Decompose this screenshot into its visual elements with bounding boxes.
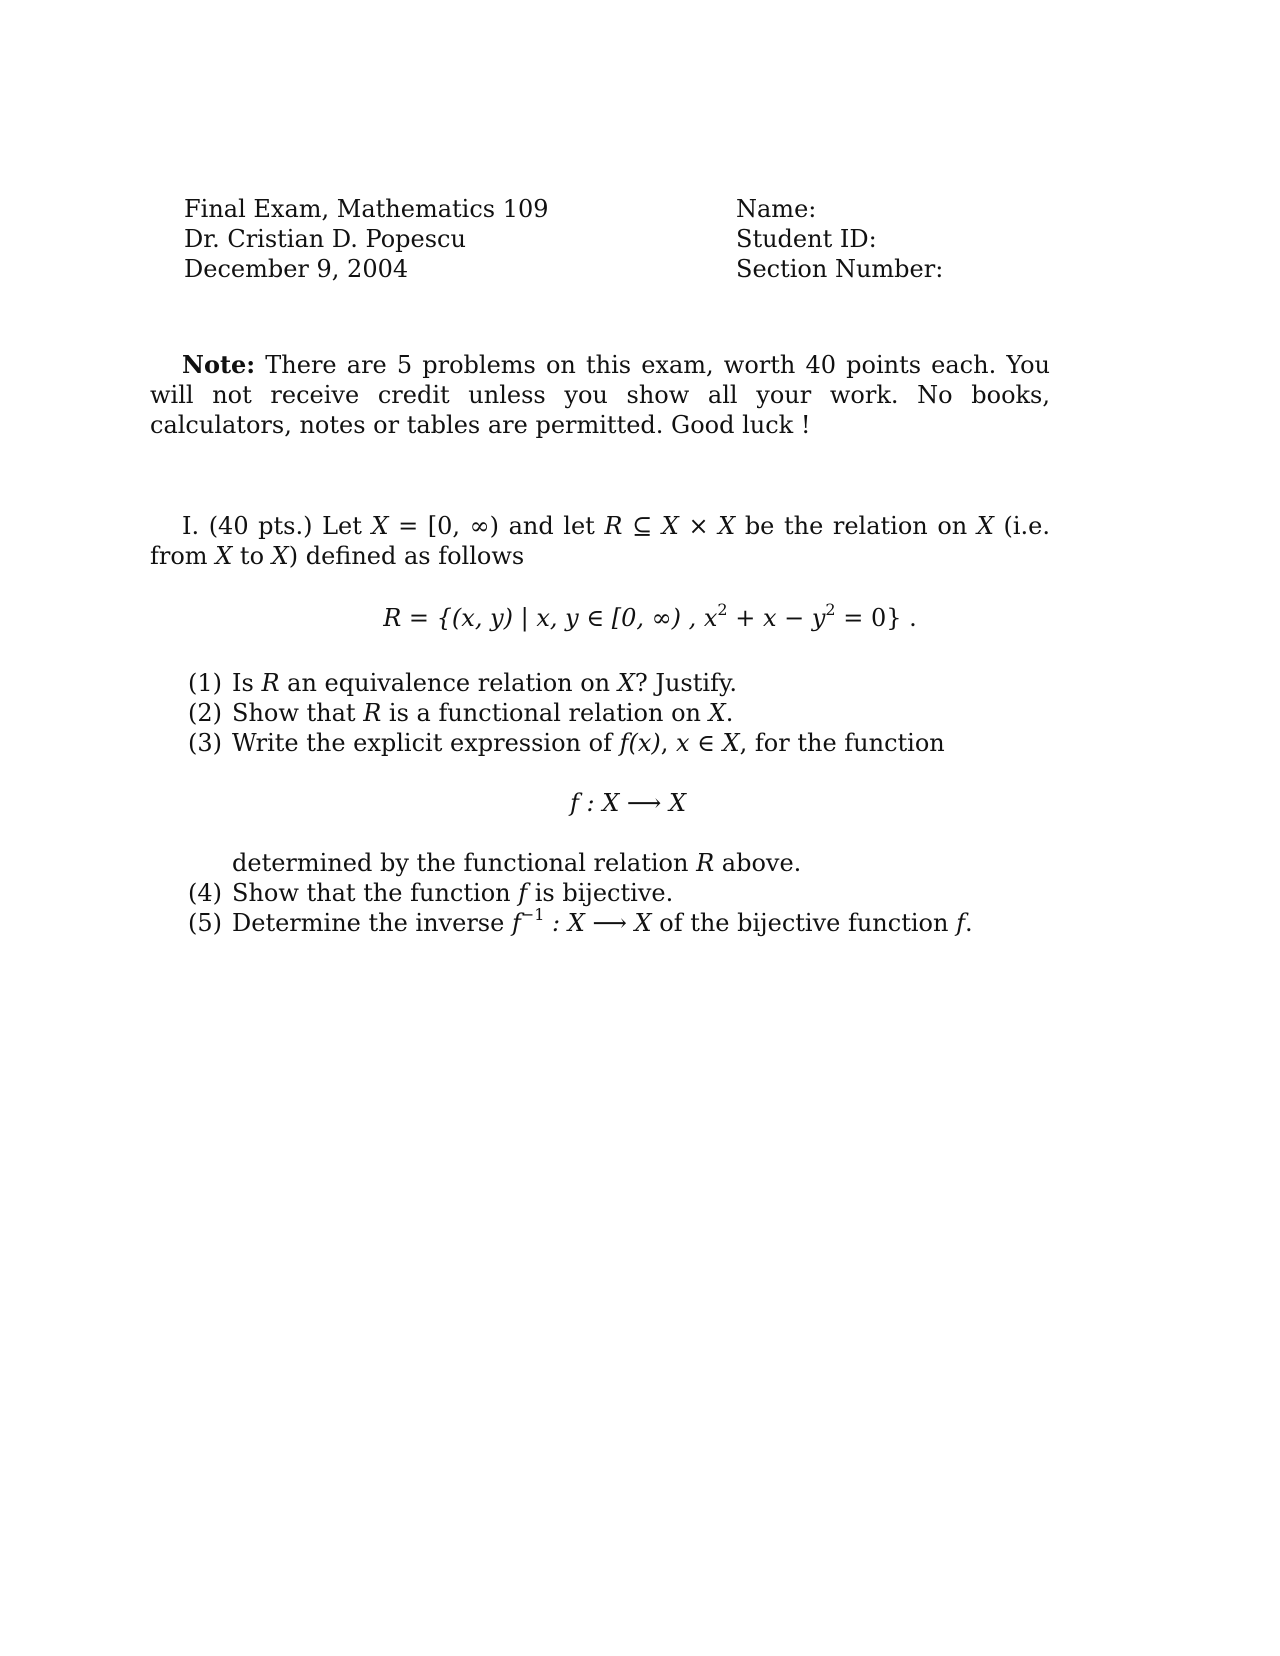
course-info — [184, 194, 724, 284]
text: to — [232, 542, 272, 570]
exam-date: December 9, 2004 — [184, 255, 409, 283]
math-var: R — [261, 669, 280, 697]
eq-part: f : X ⟶ X — [569, 789, 687, 817]
math-op: ⊆ — [622, 512, 662, 540]
text: Is — [232, 669, 262, 697]
eq-part: = 0} . — [835, 604, 917, 632]
text: determined by the functional relation — [232, 849, 697, 877]
eq-part: R = {(x, y) | x, y ∈ [0, ∞) , x — [383, 604, 718, 632]
item-number: (1) — [188, 669, 222, 697]
text: Write the explicit expression of — [232, 729, 620, 757]
math-var: f — [518, 879, 528, 907]
problem-1-part-5 — [188, 905, 1088, 938]
item-number: (2) — [188, 699, 222, 727]
exponent: −1 — [520, 905, 545, 924]
eq-part: + x − y — [727, 604, 826, 632]
math-var: R — [363, 699, 382, 727]
math-var: f — [511, 909, 521, 937]
math-var: X — [976, 512, 994, 540]
math-var: X — [708, 699, 726, 727]
note-text: There are 5 problems on this exam, worth 40 points each. You will not receive credit unless you show all your work. No books, calculators, notes or tables are permitted. Good luck ! — [150, 351, 1050, 439]
math-var: X — [271, 542, 289, 570]
math-var: X — [661, 512, 679, 540]
math-interval: = [0, ∞) — [388, 512, 499, 540]
item-number: (3) — [188, 729, 222, 757]
section-number-field-label: Section Number: — [736, 255, 944, 283]
instructor-name: Dr. Cristian D. Popescu — [184, 225, 466, 253]
item-number: (5) — [188, 909, 222, 937]
exam-title: Final Exam, Mathematics 109 — [184, 195, 549, 223]
text: above. — [714, 849, 802, 877]
problem-1-heading: I. (40 pts.) Let — [182, 512, 372, 540]
text: . — [725, 699, 734, 727]
math-var: X — [371, 512, 389, 540]
text: Show that the function — [232, 879, 519, 907]
math-var: R — [696, 849, 715, 877]
text: , — [660, 729, 676, 757]
problem-1-part-3 — [188, 728, 1088, 758]
math-var: f — [956, 909, 965, 937]
text: and let — [499, 512, 605, 540]
problem-1-part-3-continued — [232, 848, 801, 878]
exponent: 2 — [825, 600, 836, 619]
math-var: X — [215, 542, 233, 570]
math-var: X — [718, 512, 736, 540]
text: Show that — [232, 699, 364, 727]
problem-1-part-1 — [188, 668, 1088, 698]
math-var: X — [617, 669, 635, 697]
student-id-field-label: Student ID: — [736, 225, 877, 253]
text: (i.e. from — [150, 512, 1050, 570]
math-expr: f(x) — [619, 729, 661, 757]
function-definition-equation — [0, 788, 1268, 818]
relation-definition-equation — [10, 600, 1280, 633]
item-number: (4) — [188, 879, 222, 907]
text: is bijective. — [527, 879, 674, 907]
exam-note — [150, 350, 1050, 440]
name-field-label: Name: — [736, 195, 817, 223]
student-info-fields — [736, 194, 1136, 284]
text: . — [964, 909, 973, 937]
text: an equivalence relation on — [279, 669, 618, 697]
text: ? Justify. — [634, 669, 737, 697]
problem-1-part-4 — [188, 878, 1088, 908]
text: ) defined as follows — [288, 542, 525, 570]
text: Determine the inverse — [232, 909, 512, 937]
math-expr: x ∈ X — [676, 729, 740, 757]
problem-1-intro — [150, 511, 1050, 571]
text: be the relation on — [735, 512, 977, 540]
text: is a functional relation on — [381, 699, 709, 727]
note-label: Note: — [182, 350, 256, 379]
problem-1-part-2 — [188, 698, 1088, 728]
text: , for the function — [739, 729, 945, 757]
math-var: R — [604, 512, 623, 540]
text: of the bijective function — [651, 909, 957, 937]
math-op: × — [678, 512, 719, 540]
exponent: 2 — [717, 600, 728, 619]
math-expr: : X ⟶ X — [544, 909, 652, 937]
